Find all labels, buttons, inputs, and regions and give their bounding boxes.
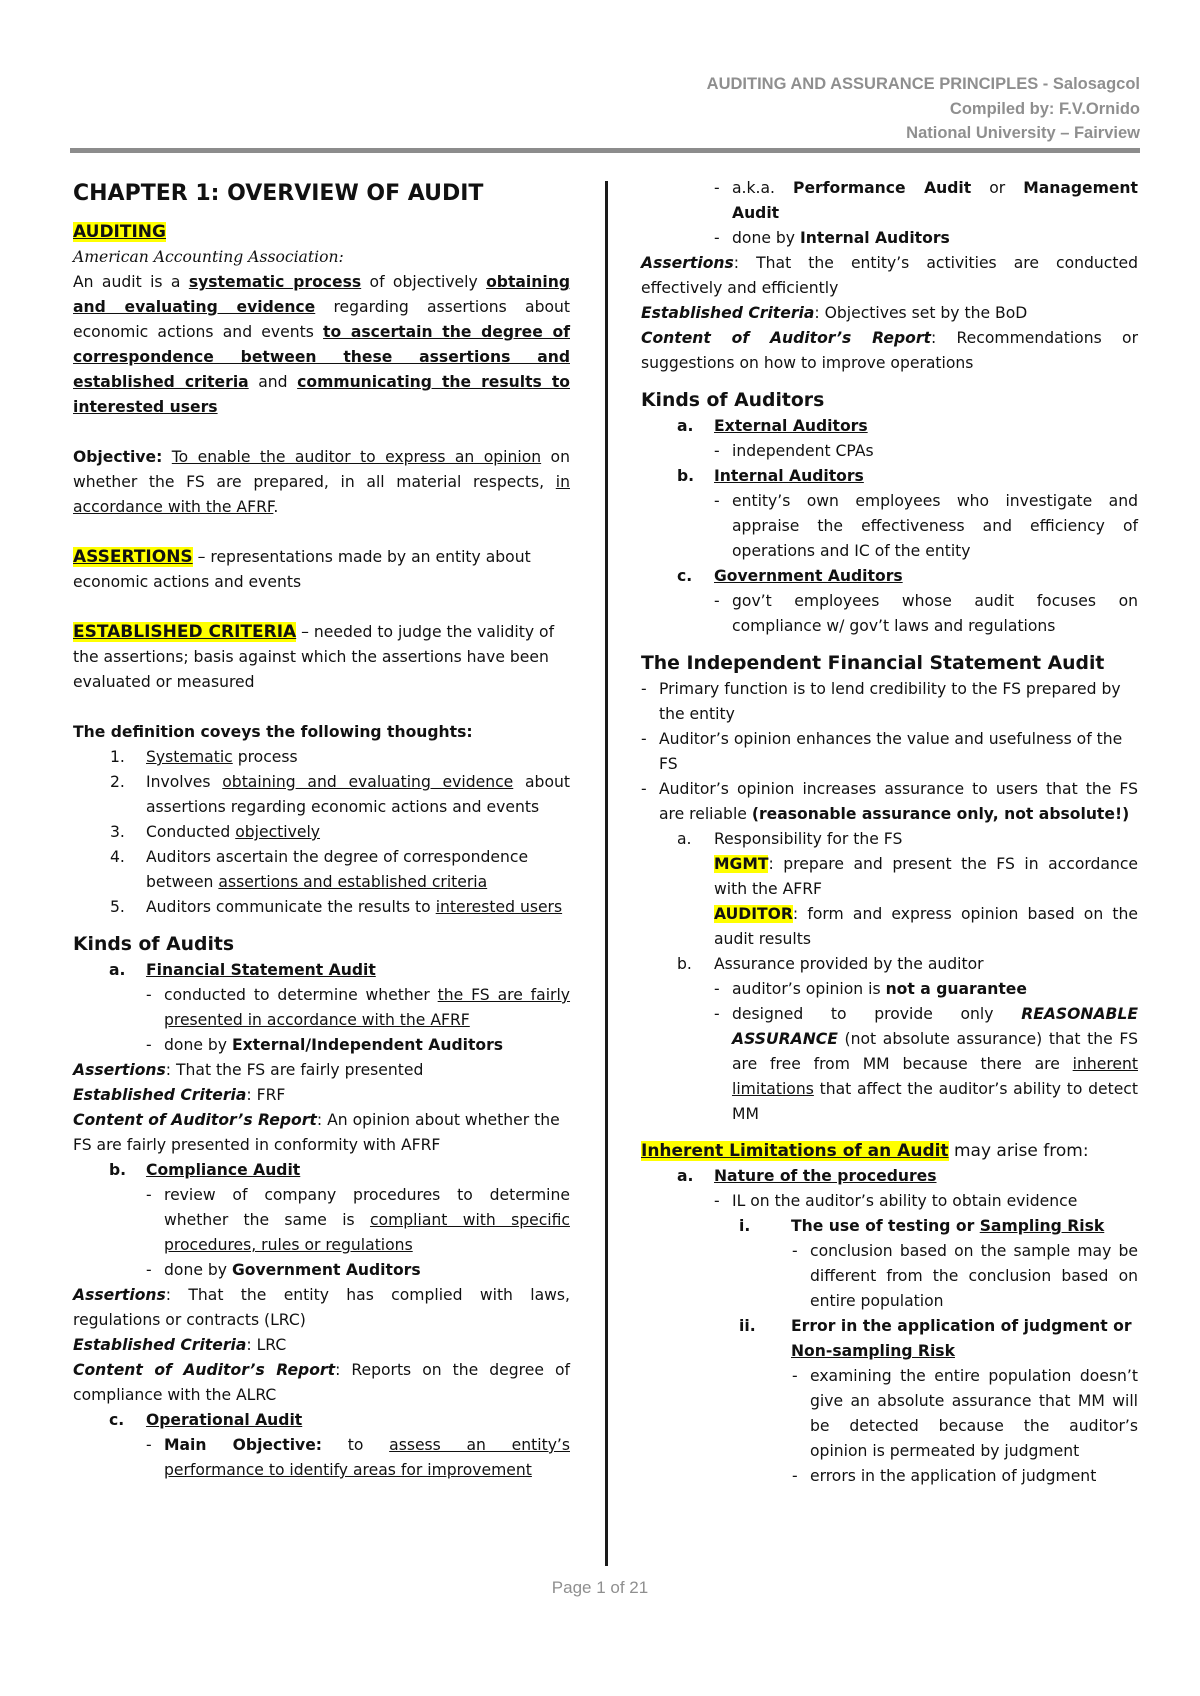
- fs-audit-report: Content of Auditor’s Report: An opinion about whether the FS are fairly presented in conformity with AFRF: [73, 1111, 560, 1154]
- nature-of-procedures-title: a. Nature of the procedures: [677, 1167, 937, 1185]
- responsibility-title: a. Responsibility for the FS: [677, 830, 903, 848]
- list-item: - Auditor’s opinion increases assurance to users that the FS are reliable (reasonable assurance only, not absolute!): [641, 780, 1138, 823]
- list-item: - conclusion based on the sample may be different from the conclusion based on entire population: [792, 1242, 1138, 1310]
- list-item: - examining the entire population doesn’t give an absolute assurance that MM will be detected because the auditor’s opinion is permeated by judgment: [792, 1367, 1138, 1460]
- list-item: - done by Internal Auditors: [714, 229, 950, 247]
- operational-audit-assertions: Assertions: That the entity’s activities are conducted effectively and efficiently: [641, 254, 1138, 297]
- non-sampling-risk-title: ii. Error in the application of judgment or Non-sampling Risk: [739, 1317, 1132, 1360]
- ifsa-heading: The Independent Financial Statement Audit: [641, 653, 1105, 674]
- header-compiler: Compiled by: F.V.Ornido: [949, 99, 1140, 118]
- column-divider: [605, 181, 608, 1566]
- page-number: Page 1 of 21: [551, 1578, 649, 1597]
- fs-audit-criteria: Established Criteria: FRF: [73, 1086, 286, 1104]
- list-item: - review of company procedures to determine whether the same is compliant with specific procedures, rules or regulations: [146, 1186, 570, 1254]
- list-item: - independent CPAs: [714, 442, 874, 460]
- operational-audit-criteria: Established Criteria: Objectives set by the BoD: [641, 304, 1028, 322]
- header-rule: [70, 148, 1140, 153]
- list-item: - Primary function is to lend credibility to the FS prepared by the entity: [641, 680, 1121, 723]
- kinds-of-auditors-heading: Kinds of Auditors: [641, 390, 825, 411]
- operational-audit-title: c. Operational Audit: [109, 1411, 303, 1429]
- list-item: 2. Involves obtaining and evaluating evidence about assertions regarding economic actions and events: [110, 773, 570, 816]
- left-column: [73, 180, 570, 1483]
- chapter-title: CHAPTER 1: OVERVIEW OF AUDIT: [73, 181, 484, 206]
- internal-auditors-title: b. Internal Auditors: [677, 467, 864, 485]
- auditing-heading: AUDITING: [73, 222, 166, 242]
- list-item: - auditor’s opinion is not a guarantee: [714, 980, 1027, 998]
- list-item: - entity’s own employees who investigate and appraise the effectiveness and efficiency of operations and IC of the entity: [714, 492, 1138, 560]
- list-item: - Auditor’s opinion enhances the value and usefulness of the FS: [641, 730, 1123, 773]
- objective-paragraph: Objective: To enable the auditor to express an opinion on whether the FS are prepared, in all material respects, in accordance with the AFRF.: [73, 448, 570, 516]
- sampling-risk-title: i. The use of testing or Sampling Risk: [739, 1217, 1105, 1235]
- list-item: - conducted to determine whether the FS are fairly presented in accordance with the AFRF: [146, 986, 571, 1029]
- list-item: - errors in the application of judgment: [792, 1467, 1097, 1485]
- audit-definition: An audit is a systematic process of objectively obtaining and evaluating evidence regarding assertions about economic actions and events to ascertain the degree of correspondence between these assertions and established criteria and communicating the results to interested users: [73, 273, 571, 416]
- list-item: 1. Systematic process: [110, 748, 298, 766]
- list-item: - done by Government Auditors: [146, 1261, 421, 1279]
- list-item: 5. Auditors communicate the results to interested users: [110, 898, 563, 916]
- list-item: 4. Auditors ascertain the degree of correspondence between assertions and established criteria: [110, 848, 529, 891]
- external-auditors-title: a. External Auditors: [677, 417, 868, 435]
- list-item: - a.k.a. Performance Audit or Management Audit: [714, 179, 1138, 222]
- list-item: - IL on the auditor’s ability to obtain evidence: [714, 1192, 1078, 1210]
- kinds-of-audits-heading: Kinds of Audits: [73, 934, 235, 955]
- compliance-audit-criteria: Established Criteria: LRC: [73, 1336, 287, 1354]
- compliance-audit-report: Content of Auditor’s Report: Reports on the degree of compliance with the ALRC: [73, 1361, 570, 1404]
- criteria-definition: ESTABLISHED CRITERIA – needed to judge the validity of the assertions; basis against which the assertions have been evaluated or measured: [73, 622, 555, 691]
- mgmt-responsibility: MGMT: prepare and present the FS in accordance with the AFRF: [714, 855, 1138, 898]
- auditor-responsibility: AUDITOR: form and express opinion based on the audit results: [714, 905, 1138, 948]
- header-school: National University – Fairview: [906, 124, 1140, 142]
- thoughts-heading: The definition coveys the following thoughts:: [73, 723, 473, 741]
- list-item: 3. Conducted objectively: [110, 823, 321, 841]
- list-item: - done by External/Independent Auditors: [146, 1036, 504, 1054]
- operational-audit-report: Content of Auditor’s Report: Recommendations or suggestions on how to improve operations: [641, 329, 1138, 372]
- header-course-title: AUDITING AND ASSURANCE PRINCIPLES - Salosagcol: [706, 75, 1140, 93]
- fs-audit-assertions: Assertions: That the FS are fairly presented: [73, 1061, 424, 1079]
- right-column: [641, 176, 1138, 1489]
- document-header: [707, 72, 1140, 146]
- aaa-label: American Accounting Association:: [73, 248, 344, 266]
- government-auditors-title: c. Government Auditors: [677, 567, 903, 585]
- list-item: - gov’t employees whose audit focuses on compliance w/ gov’t laws and regulations: [714, 592, 1138, 635]
- assurance-title: b. Assurance provided by the auditor: [677, 955, 984, 973]
- fs-audit-title: a. Financial Statement Audit: [109, 961, 376, 979]
- compliance-audit-title: b. Compliance Audit: [109, 1161, 301, 1179]
- assertions-definition: ASSERTIONS – representations made by an entity about economic actions and events: [73, 547, 531, 591]
- compliance-audit-assertions: Assertions: That the entity has complied with laws, regulations or contracts (LRC): [73, 1286, 570, 1329]
- list-item: - Main Objective: to assess an entity’s performance to identify areas for improvement: [146, 1436, 570, 1479]
- list-item: - designed to provide only REASONABLE ASSURANCE (not absolute assurance) that the FS are free from MM because there are inherent limitations that affect the auditor’s ability to detect MM: [714, 1005, 1138, 1123]
- inherent-limitations-heading: Inherent Limitations of an Audit may arise from:: [641, 1141, 1089, 1161]
